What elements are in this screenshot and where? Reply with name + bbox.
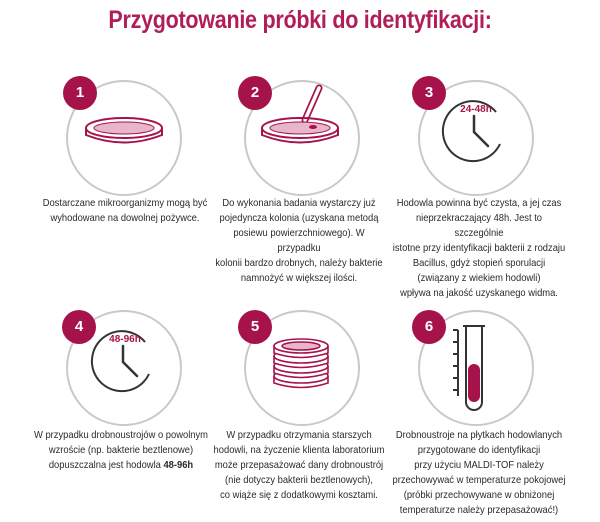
step-5-number: 5 — [238, 310, 272, 344]
stacked-dishes-icon — [268, 330, 334, 394]
clock-label: 24-48h — [460, 104, 492, 115]
step-2-number: 2 — [238, 76, 272, 110]
step-3-number: 3 — [412, 76, 446, 110]
step-1-number: 1 — [63, 76, 97, 110]
step-4-number: 4 — [62, 310, 96, 344]
thermometer-tube-icon — [452, 322, 498, 416]
step-1-description: Dostarczane mikroorganizmy mogą być wyhodowane na dowolnej pożywce. — [42, 198, 208, 224]
step-6-number: 6 — [412, 310, 446, 344]
clock-label: 48-96h — [109, 334, 141, 345]
page-title: Przygotowanie próbki do identyfikacji: — [108, 6, 492, 34]
step-5-description: W przypadku otrzymania starszych hodowli, na życzenie klienta laboratorium może przepasażować dany drobnoustrój (nie dotyczy bakterii beztlenowych), co wiąże się z dodatkowymi kosztami. — [213, 430, 385, 501]
clock-icon — [436, 94, 512, 170]
step-6-description: Drobnoustroje na płytkach hodowlanych przygotowane do identyfikacji przy użyciu MALDI-TOF należy przechowywać w temperaturze pokojowej (próbki przechowywane w obniżonej temperaturze należy przepasażować!) — [392, 430, 566, 516]
step-4-description: W przypadku drobnoustrojów o powolnym wzroście (np. bakterie beztlenowe) dopuszczalna jest hodowla 48-96h — [33, 430, 208, 471]
petri-dish-icon — [79, 108, 169, 158]
step-2-description: Do wykonania badania wystarczy już pojedyncza kolonia (uzyskana metodą posiewu powierzchniowego). W przypadku kolonii bardzo drobnych, należy bakterie namnożyć w większej ilości. — [215, 198, 383, 284]
clock-icon — [85, 324, 161, 400]
petri-dish-loop-icon — [255, 84, 350, 164]
step-3-description: Hodowla powinna być czysta, a jej czas nieprzekraczający 48h. Jest to szczególnie istotne przy identyfikacji bakterii z rodzaju Bacillus, gdyż stopień sporulacji (związany z wiekiem hodowli) wpływa na jakość uzyskanego widma. — [392, 198, 566, 299]
